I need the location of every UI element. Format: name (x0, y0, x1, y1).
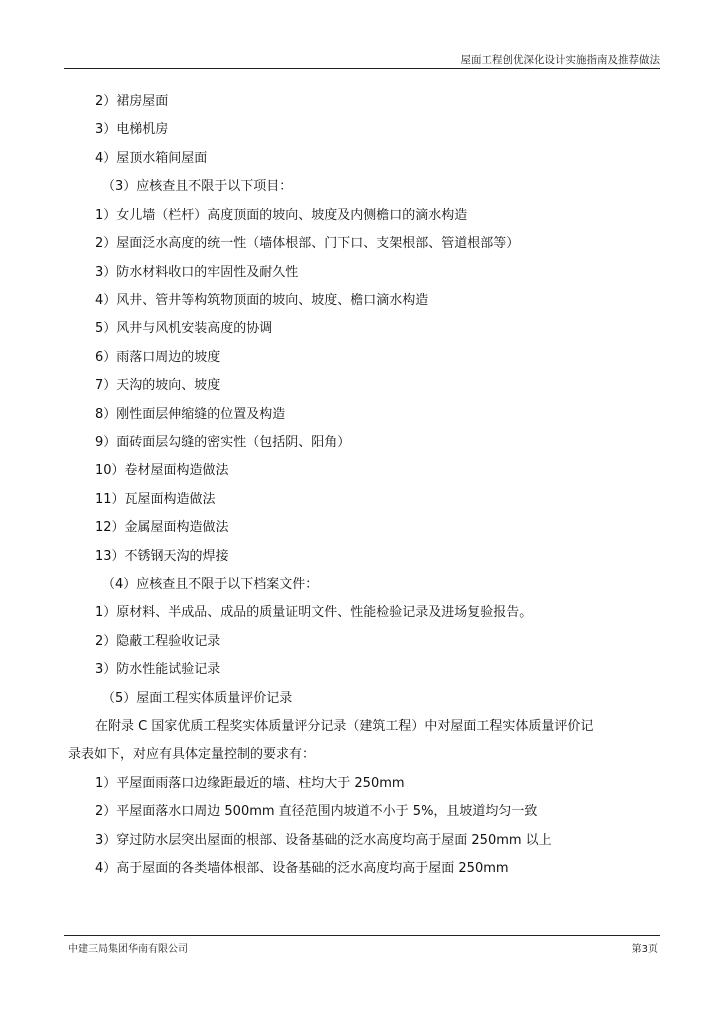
list-item: 2）隐蔽工程验收记录 (95, 634, 221, 649)
section-heading: （3）应核查且不限于以下项目： (102, 179, 293, 194)
list-item: 10）卷材屋面构造做法 (95, 463, 229, 478)
paragraph-line: 录表如下，对应有具体定量控制的要求有： (68, 747, 316, 762)
paragraph-line: 在附录 C 国家优质工程奖实体质量评分记录（建筑工程）中对屋面工程实体质量评价记 (95, 719, 594, 734)
list-item: 3）防水性能试验记录 (95, 662, 221, 677)
list-item: 8）刚性面层伸缩缝的位置及构造 (95, 407, 286, 422)
list-item: 12）金属屋面构造做法 (95, 520, 229, 535)
list-item: 4）屋顶水箱间屋面 (95, 151, 208, 166)
page-number: 第3页 (631, 944, 658, 955)
list-item: 2）平屋面落水口周边 500mm 直径范围内坡道不小于 5%，且坡道均匀一致 (95, 804, 538, 819)
list-item: 1）女儿墙（栏杆）高度顶面的坡向、坡度及内侧檐口的滴水构造 (95, 208, 468, 223)
list-item: 3）防水材料收口的牢固性及耐久性 (95, 265, 299, 280)
section-heading: （4）应核查且不限于以下档案文件： (102, 577, 319, 592)
list-item: 13）不锈钢天沟的焊接 (95, 549, 229, 564)
list-item: 3）穿过防水层突出屋面的根部、设备基础的泛水高度均高于屋面 250mm 以上 (95, 833, 552, 848)
list-item: 1）原材料、半成品、成品的质量证明文件、性能检验记录及进场复验报告。 (95, 605, 533, 620)
list-item: 9）面砖面层勾缝的密实性（包括阴、阳角） (95, 435, 351, 450)
list-item: 4）高于屋面的各类墙体根部、设备基础的泛水高度均高于屋面 250mm (95, 861, 509, 876)
header-title: 屋面工程创优深化设计实施指南及推荐做法 (460, 54, 660, 66)
list-item: 4）风井、管井等构筑物顶面的坡向、坡度、檐口滴水构造 (95, 293, 429, 308)
footer-divider (64, 935, 660, 936)
header-divider (64, 68, 660, 69)
list-item: 6）雨落口周边的坡度 (95, 350, 221, 365)
list-item: 2）屋面泛水高度的统一性（墙体根部、门下口、支架根部、管道根部等） (95, 236, 520, 251)
list-item: 7）天沟的坡向、坡度 (95, 378, 221, 393)
footer-company: 中建三局集团华南有限公司 (68, 944, 188, 955)
list-item: 11）瓦屋面构造做法 (95, 492, 216, 507)
list-item: 5）风井与风机安装高度的协调 (95, 321, 273, 336)
list-item: 3）电梯机房 (95, 122, 169, 137)
list-item: 1）平屋面雨落口边缘距最近的墙、柱均大于 250mm (95, 776, 405, 791)
list-item: 2）裙房屋面 (95, 94, 169, 109)
section-heading: （5）屋面工程实体质量评价记录 (102, 691, 293, 706)
